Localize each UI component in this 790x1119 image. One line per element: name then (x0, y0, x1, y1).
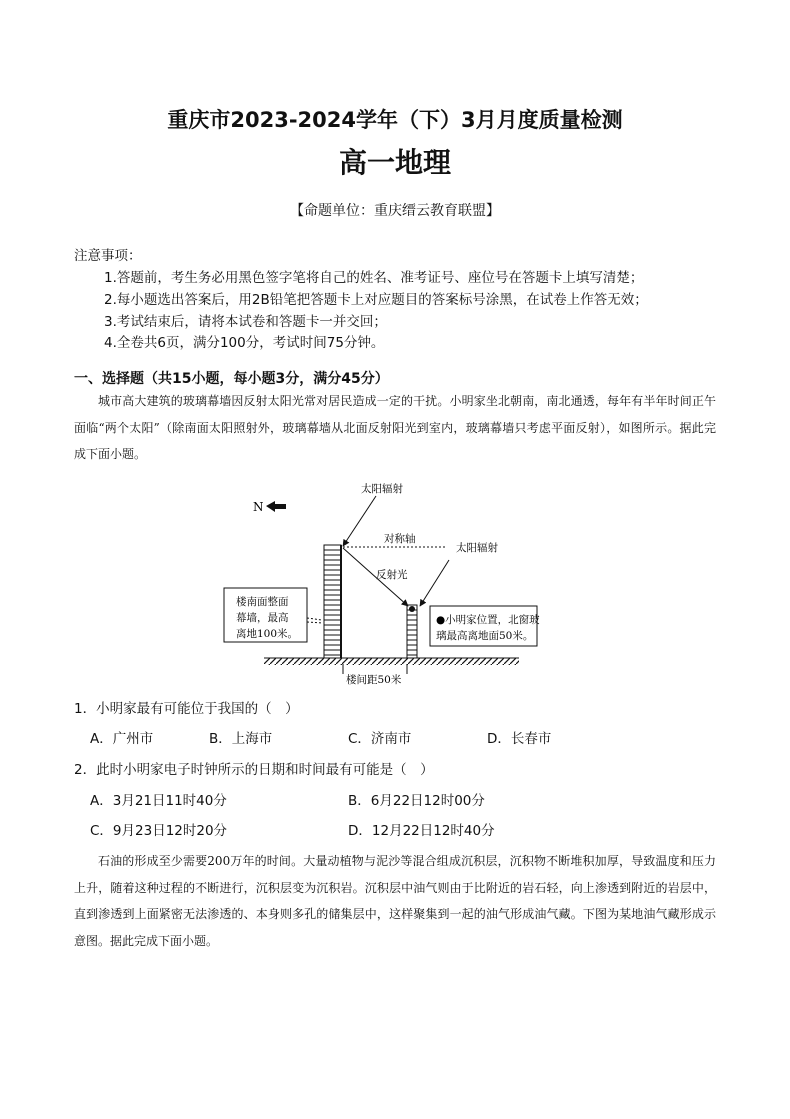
sun-ray-incident (343, 496, 376, 546)
note-item: 2.每小题选出答案后，用2B铅笔把答题卡上对应题目的答案标号涂黑，在试卷上作答无效； (104, 292, 648, 308)
north-label: N (253, 500, 264, 514)
reflection-figure (0, 478, 790, 688)
symmetry-axis-label: 对称轴 (384, 533, 416, 545)
callout-line: 离地100米。 (236, 628, 299, 640)
sun-label-right: 太阳辐射 (456, 542, 498, 554)
callout-line: ●小明家位置，北窗玻 (436, 614, 540, 626)
q2-option-a[interactable]: A．3月21日11时40分 (90, 793, 227, 809)
reflected-label: 反射光 (376, 569, 408, 581)
q2-option-b[interactable]: B．6月22日12时00分 (348, 793, 485, 809)
callout-line: 璃最高离地面50米。 (436, 630, 534, 642)
ground (264, 658, 519, 665)
home-position-icon (409, 606, 415, 612)
glass-curtain-building (324, 545, 341, 658)
note-item: 4.全卷共6页，满分100分，考试时间75分钟。 (104, 335, 385, 351)
xiaoming-building (407, 605, 417, 658)
q1-option-b[interactable]: B．上海市 (209, 731, 273, 747)
question-1-stem: 1．小明家最有可能位于我国的（ ） (74, 701, 299, 717)
exam-title: 重庆市2023-2024学年（下）3月月度质量检测 (167, 108, 623, 132)
note-item: 1.答题前，考生务必用黑色签字笔将自己的姓名、准考证号、座位号在答题卡上填写清楚； (104, 270, 644, 286)
question-2-stem: 2．此时小明家电子时钟所示的日期和时间最有可能是（ ） (74, 762, 434, 778)
q1-option-c[interactable]: C．济南市 (348, 731, 412, 747)
section-heading: 一、选择题（共15小题，每小题3分，满分45分） (74, 371, 389, 387)
issuing-unit: 【命题单位：重庆缙云教育联盟】 (290, 203, 500, 219)
notes-heading: 注意事项： (74, 248, 142, 264)
q2-option-d[interactable]: D．12月22日12时40分 (348, 823, 495, 839)
q1-option-d[interactable]: D．长春市 (487, 731, 552, 747)
callout-line: 楼南面整面 (236, 596, 289, 608)
sun-label-top: 太阳辐射 (361, 483, 403, 495)
sun-ray-direct (420, 560, 449, 606)
passage-oil-formation: 石油的形成至少需要200万年的时间。大量动植物与泥沙等混合组成沉积层，沉积物不断堆积加厚，导致温度和压力上升，随着这种过程的不断进行，沉积层变为沉积岩。沉积层中油气则由于比附近的岩石轻，向上渗透到附近的岩层中，直到渗透到上面紧密无法渗透的、本身则多孔的储集层中，这样聚集到一起的油气形成油气藏。下图为某地油气藏形成示意图。据此完成下面小题。 (74, 854, 716, 948)
distance-label: 楼间距50米 (346, 674, 402, 686)
subject-title: 高一地理 (338, 146, 451, 179)
q1-option-a[interactable]: A．广州市 (90, 731, 154, 747)
callout-line: 幕墙，最高 (236, 612, 289, 624)
note-item: 3.考试结束后，请将本试卷和答题卡一并交回； (104, 314, 387, 330)
q2-option-c[interactable]: C．9月23日12时20分 (90, 823, 228, 839)
passage-glass-curtain: 城市高大建筑的玻璃幕墙因反射太阳光常对居民造成一定的干扰。小明家坐北朝南，南北通透，每年有半年时间正午面临“两个太阳”（除南面太阳照射外，玻璃幕墙从北面反射阳光到室内，玻璃幕墙只考虑平面反射），如图所示。据此完成下面小题。 (74, 394, 716, 461)
north-arrow-icon (266, 501, 286, 512)
